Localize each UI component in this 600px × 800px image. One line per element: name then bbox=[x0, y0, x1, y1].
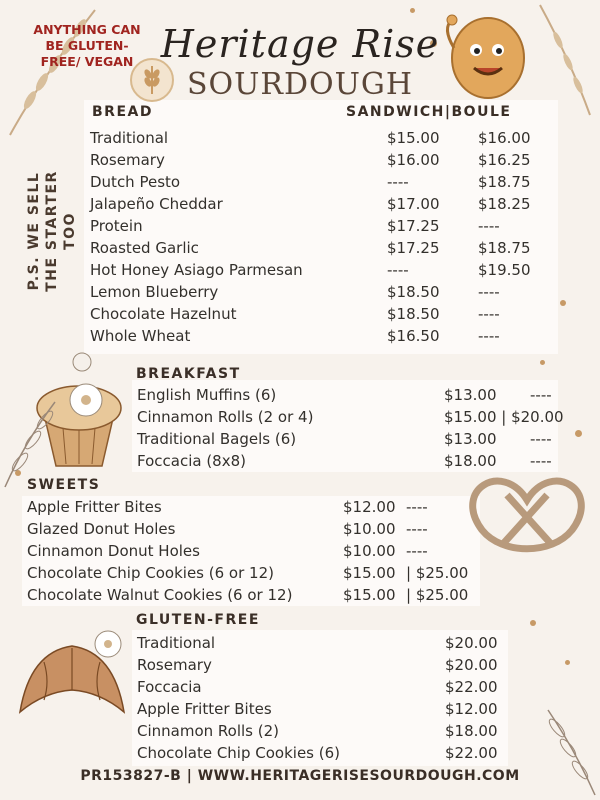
breakfast-price: $15.00 | $20.00 bbox=[444, 408, 564, 426]
gluten-free-item-name: Traditional bbox=[137, 634, 216, 652]
bread-boule-price: ---- bbox=[478, 217, 500, 235]
sweets-item-name: Cinnamon Donut Holes bbox=[27, 542, 200, 560]
bread-item-name: Traditional bbox=[90, 129, 169, 147]
sweets-item-name: Glazed Donut Holes bbox=[27, 520, 176, 538]
bread-item-name: Roasted Garlic bbox=[90, 239, 199, 257]
bread-sandwich-price: $15.00 bbox=[387, 129, 440, 147]
bread-boule-price: $16.25 bbox=[478, 151, 531, 169]
gluten-free-price: $18.00 bbox=[445, 722, 498, 740]
bread-boule-price: $19.50 bbox=[478, 261, 531, 279]
sweets-price: $15.00 bbox=[343, 586, 396, 604]
bread-item-name: Jalapeño Cheddar bbox=[90, 195, 223, 213]
breakfast-price-alt: ---- bbox=[530, 430, 552, 448]
croissant-icon bbox=[10, 622, 134, 732]
bread-sandwich-price: $17.25 bbox=[387, 217, 440, 235]
sweets-price: $10.00 bbox=[343, 520, 396, 538]
gluten-free-item-name: Foccacia bbox=[137, 678, 202, 696]
breakfast-heading: BREAKFAST bbox=[136, 366, 241, 382]
bread-sandwich-price: $18.50 bbox=[387, 283, 440, 301]
bread-sandwich-price: $18.50 bbox=[387, 305, 440, 323]
bread-sandwich-price: $16.50 bbox=[387, 327, 440, 345]
gluten-free-price: $12.00 bbox=[445, 700, 498, 718]
sweets-price: $10.00 bbox=[343, 542, 396, 560]
breakfast-item-name: Foccacia (8x8) bbox=[137, 452, 246, 470]
breakfast-item-name: English Muffins (6) bbox=[137, 386, 277, 404]
bread-item-name: Protein bbox=[90, 217, 143, 235]
bread-boule-price: $18.75 bbox=[478, 173, 531, 191]
bread-boule-price: ---- bbox=[478, 327, 500, 345]
decor-dot bbox=[540, 360, 545, 365]
wheat-sprig-icon bbox=[530, 0, 600, 120]
bread-boule-price: ---- bbox=[478, 283, 500, 301]
bread-sandwich-price: $17.25 bbox=[387, 239, 440, 257]
bread-item-name: Lemon Blueberry bbox=[90, 283, 219, 301]
decor-dot bbox=[530, 620, 536, 626]
decor-dot bbox=[575, 430, 582, 437]
bread-heading: BREAD bbox=[92, 104, 153, 120]
brand-name: Heritage Rise bbox=[160, 22, 440, 66]
brand-subtitle: SOURDOUGH bbox=[186, 67, 414, 102]
sweets-price-alt: | $25.00 bbox=[406, 564, 469, 582]
bread-column-headers: SANDWICH|BOULE bbox=[346, 104, 512, 120]
bread-item-name: Rosemary bbox=[90, 151, 165, 169]
bread-mascot-icon bbox=[438, 8, 538, 108]
breakfast-item-name: Traditional Bagels (6) bbox=[137, 430, 297, 448]
sweets-price: $12.00 bbox=[343, 498, 396, 516]
breakfast-price: $18.00 bbox=[444, 452, 497, 470]
bread-boule-price: $18.25 bbox=[478, 195, 531, 213]
bread-sandwich-price: ---- bbox=[387, 173, 409, 191]
bread-boule-price: $18.75 bbox=[478, 239, 531, 257]
sweets-item-name: Chocolate Chip Cookies (6 or 12) bbox=[27, 564, 274, 582]
decor-dot bbox=[410, 8, 415, 13]
bread-sandwich-price: $17.00 bbox=[387, 195, 440, 213]
gluten-free-item-name: Chocolate Chip Cookies (6) bbox=[137, 744, 340, 762]
sweets-item-name: Apple Fritter Bites bbox=[27, 498, 162, 516]
bread-item-name: Whole Wheat bbox=[90, 327, 191, 345]
sweets-item-name: Chocolate Walnut Cookies (6 or 12) bbox=[27, 586, 293, 604]
bread-sandwich-price: ---- bbox=[387, 261, 409, 279]
gluten-free-price: $20.00 bbox=[445, 634, 498, 652]
sweets-heading: SWEETS bbox=[27, 477, 101, 493]
bread-boule-price: ---- bbox=[478, 305, 500, 323]
gluten-free-price: $22.00 bbox=[445, 678, 498, 696]
sweets-price: $15.00 bbox=[343, 564, 396, 582]
sweets-price-alt: | $25.00 bbox=[406, 586, 469, 604]
side-note-text: P.S. WE SELL THE STARTER TOO bbox=[26, 170, 78, 292]
bread-item-name: Dutch Pesto bbox=[90, 173, 181, 191]
decor-dot bbox=[565, 660, 570, 665]
sweets-price-alt: ---- bbox=[406, 498, 428, 516]
gluten-free-price: $20.00 bbox=[445, 656, 498, 674]
bread-item-name: Chocolate Hazelnut bbox=[90, 305, 237, 323]
sweets-price-alt: ---- bbox=[406, 520, 428, 538]
gluten-free-item-name: Apple Fritter Bites bbox=[137, 700, 272, 718]
gluten-free-heading: GLUTEN-FREE bbox=[136, 612, 260, 628]
gluten-free-price: $22.00 bbox=[445, 744, 498, 762]
gluten-free-note: ANYTHING CAN BE GLUTEN-FREE/ VEGAN bbox=[33, 22, 141, 69]
breakfast-price: $13.00 bbox=[444, 430, 497, 448]
bread-item-name: Hot Honey Asiago Parmesan bbox=[90, 261, 303, 279]
side-note bbox=[20, 148, 82, 308]
breakfast-price: $13.00 bbox=[444, 386, 497, 404]
breakfast-price-alt: ---- bbox=[530, 452, 552, 470]
decor-dot bbox=[560, 300, 566, 306]
breakfast-price-alt: ---- bbox=[530, 386, 552, 404]
breakfast-item-name: Cinnamon Rolls (2 or 4) bbox=[137, 408, 314, 426]
sweets-price-alt: ---- bbox=[406, 542, 428, 560]
footer-permit-website: PR153827-B | WWW.HERITAGERISESOURDOUGH.COM bbox=[80, 768, 520, 784]
gluten-free-item-name: Rosemary bbox=[137, 656, 212, 674]
leaf-sprig-icon bbox=[540, 700, 600, 800]
bread-sandwich-price: $16.00 bbox=[387, 151, 440, 169]
gluten-free-item-name: Cinnamon Rolls (2) bbox=[137, 722, 280, 740]
bread-boule-price: $16.00 bbox=[478, 129, 531, 147]
